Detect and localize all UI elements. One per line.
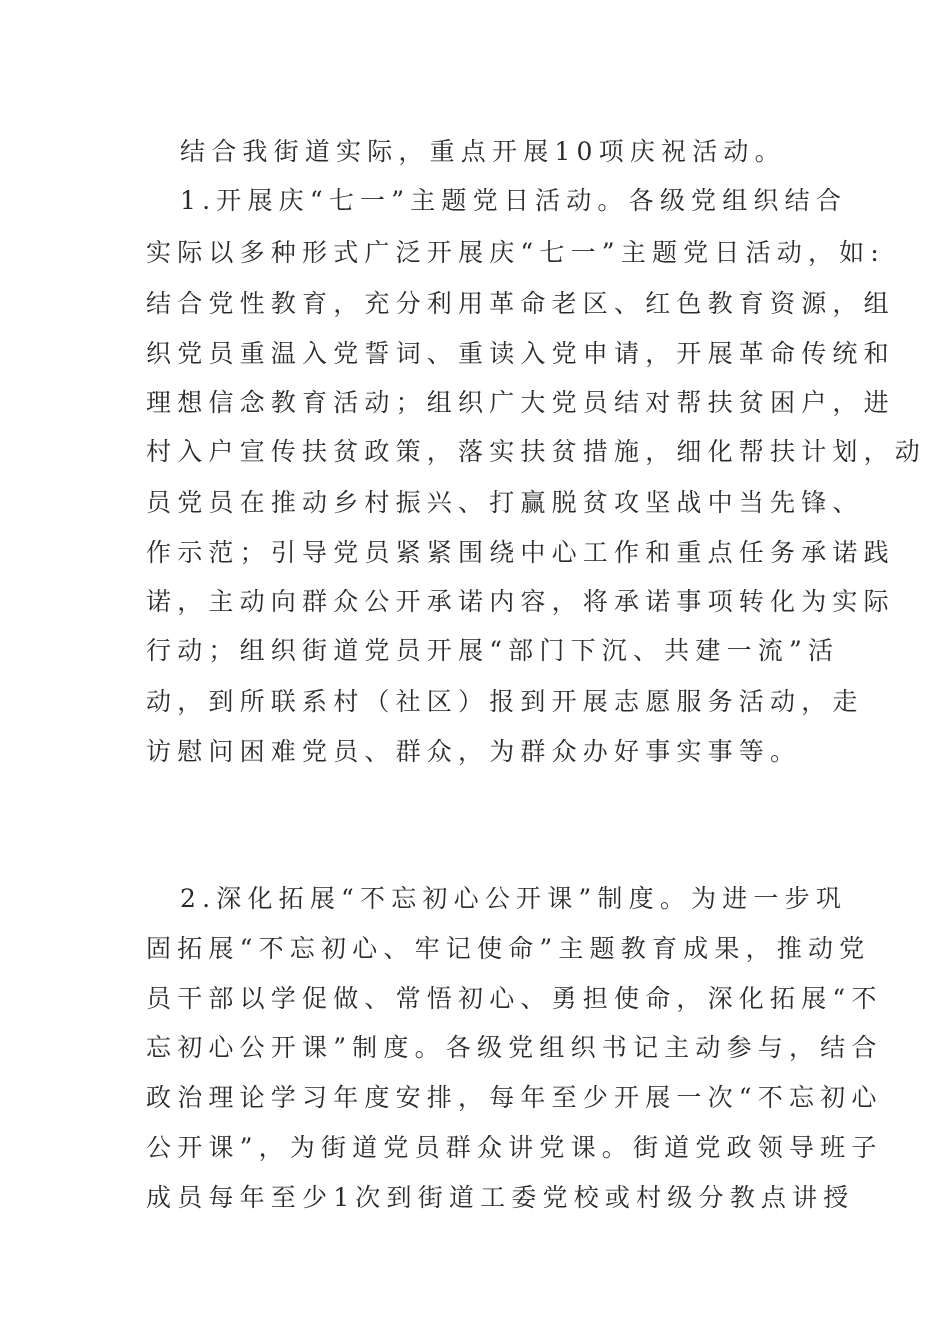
item-1-line: 行动；组织街道党员开展“部门下沉、共建一流”活 <box>146 636 840 665</box>
item-1-line: 村入户宣传扶贫政策，落实扶贫措施，细化帮扶计划，动 <box>146 437 927 466</box>
item-1-title-line: 1.开展庆“七一”主题党日活动。各级党组织结合 <box>180 186 848 215</box>
item-2-line: 员干部以学促做、常悟初心、勇担使命，深化拓展“不 <box>146 984 883 1013</box>
item-2-line: 政治理论学习年度安排，每年至少开展一次“不忘初心 <box>146 1083 883 1112</box>
item-1-line: 员党员在推动乡村振兴、打赢脱贫攻坚战中当先锋、 <box>146 488 864 517</box>
item-2-title-line: 2.深化拓展“不忘初心公开课”制度。为进一步巩 <box>180 884 848 913</box>
item-1-line: 实际以多种形式广泛开展庆“七一”主题党日活动，如: <box>146 238 885 267</box>
item-2-line: 忘初心公开课”制度。各级党组织书记主动参与，结合 <box>146 1033 883 1062</box>
item-1-line: 动，到所联系村（社区）报到开展志愿服务活动，走 <box>146 687 864 716</box>
item-2-line: 成员每年至少1次到街道工委党校或村级分教点讲授 <box>146 1183 855 1212</box>
item-1-line: 结合党性教育，充分利用革命老区、红色教育资源，组 <box>146 289 895 318</box>
item-1-line: 理想信念教育活动；组织广大党员结对帮扶贫困户，进 <box>146 388 895 417</box>
paragraph-intro-line: 结合我街道实际，重点开展10项庆祝活动。 <box>180 137 786 166</box>
item-2-line: 公开课”，为街道党员群众讲党课。街道党政领导班子 <box>146 1133 883 1162</box>
item-1-line: 织党员重温入党誓词、重读入党申请，开展革命传统和 <box>146 339 895 368</box>
item-1-line: 作示范；引导党员紧紧围绕中心工作和重点任务承诺践 <box>146 538 895 567</box>
item-1-line: 诺，主动向群众公开承诺内容，将承诺事项转化为实际 <box>146 587 895 616</box>
item-1-line: 访慰问困难党员、群众，为群众办好事实事等。 <box>146 737 802 766</box>
item-2-line: 固拓展“不忘初心、牢记使命”主题教育成果，推动党 <box>146 934 871 963</box>
